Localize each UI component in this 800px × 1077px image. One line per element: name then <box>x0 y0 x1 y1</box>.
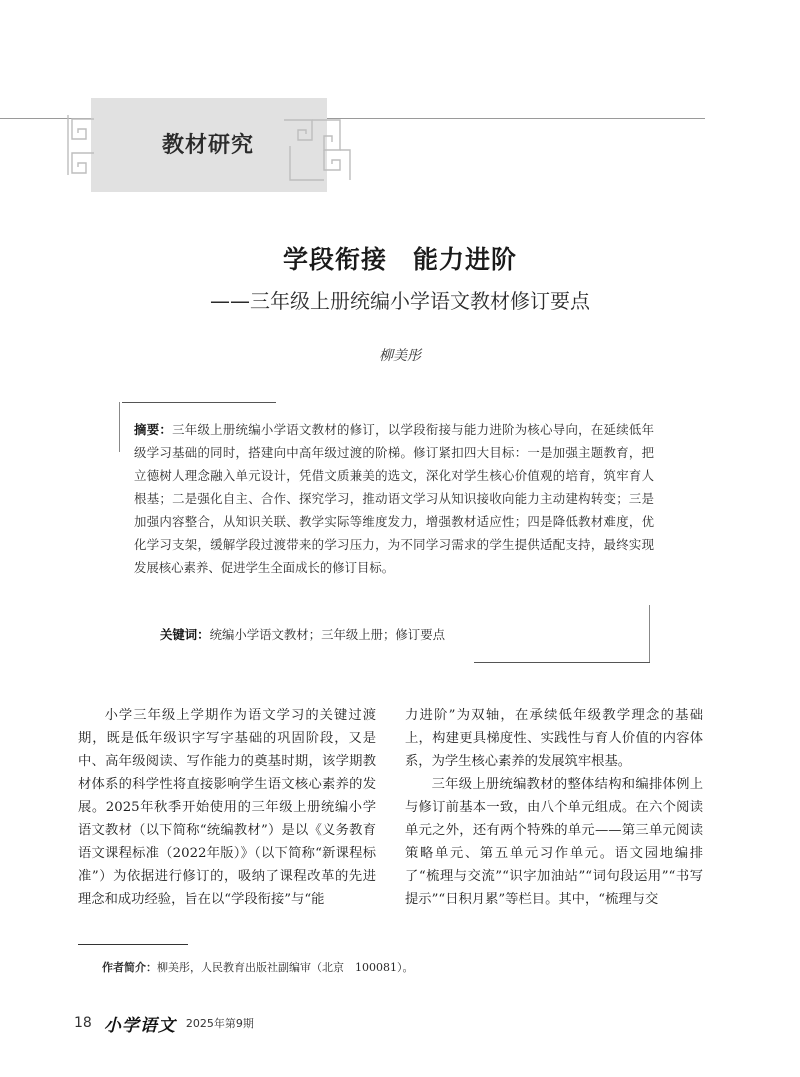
page-number: 18 <box>74 1015 92 1031</box>
abstract-left-rule <box>119 402 120 452</box>
author-footnote <box>102 959 414 975</box>
abstract-text: 三年级上册统编小学语文教材的修订，以学段衔接与能力进阶为核心导向，在延续低年级学习基础的同时，搭建向中高年级过渡的阶梯。修订紧扣四大目标：一是加强主题教育，把立德树人理念融入单元设计，凭借文质兼美的选文，深化对学生核心价值观的培育，筑牢育人根基；二是强化自主、合作、探究学习，推动语文学习从知识接收向能力主动建构转变；三是加强内容整合，从知识关联、教学实际等维度发力，增强教材适应性；四是降低教材难度，优化学习支架，缓解学段过渡带来的学习压力，为不同学习需求的学生提供适配支持，最终实现发展核心素养、促进学生全面成长的修订目标。 <box>134 422 655 575</box>
journal-logo: 小学语文 <box>103 1015 176 1036</box>
keywords-text: 统编小学语文教材；三年级上册；修订要点 <box>209 627 445 642</box>
abstract-right-rule <box>649 605 650 663</box>
article-title: 学段衔接 能力进阶 <box>282 245 517 274</box>
page-footer <box>74 1012 254 1034</box>
fret-ornament-right-icon <box>284 110 354 186</box>
issue-label: 2025年第9期 <box>185 1017 254 1030</box>
article-subtitle: ——三年级上册统编小学语文教材修订要点 <box>210 289 590 313</box>
body-paragraph: 三年级上册统编教材的整体结构和编排体例上与修订前基本一致，由八个单元组成。在六个阅读单元之外，还有两个特殊的单元——第三单元阅读策略单元、第五单元习作单元。语文园地编排了“梳理与交流”“识字加油站”“词句段运用”“书写提示”“日积月累”等栏目。其中，“梳理与交 <box>405 777 703 907</box>
author-name: 柳美彤 <box>379 348 421 364</box>
footnote-label: 作者简介： <box>102 961 157 974</box>
fret-ornament-left-icon <box>64 113 96 177</box>
abstract-bottom-rule <box>474 662 650 663</box>
keywords-label: 关键词： <box>160 627 210 642</box>
footnote-text: 柳美彤，人民教育出版社副编审（北京 100081）。 <box>157 961 414 974</box>
footnote-rule <box>78 944 188 945</box>
body-paragraph: 小学三年级上学期作为语文学习的关键过渡期，既是低年级识字写字基础的巩固阶段，又是中、高年级阅读、写作能力的奠基时期，该学期教材体系的科学性将直接影响学生语文核心素养的发展。2025年秋季开始使用的三年级上册统编小学语文教材（以下简称“统编教材”）是以《义务教育语文课程标准（2022年版）》（以下简称“新课程标准”）为依据进行修订的，吸纳了课程改革的先进理念和成功经验，旨在以“学段衔接”与“能 <box>78 708 376 907</box>
body-paragraph-continuation: 力进阶”为双轴，在承续低年级教学理念的基础上，构建更具梯度性、实践性与育人价值的内容体系，为学生核心素养的发展筑牢根基。 <box>405 708 703 769</box>
body-column-right <box>405 704 703 911</box>
section-title: 教材研究 <box>162 133 255 158</box>
abstract-block <box>134 418 654 579</box>
body-column-left <box>78 704 376 911</box>
keywords-block <box>160 624 650 646</box>
abstract-label: 摘要： <box>134 422 173 437</box>
abstract-top-rule <box>122 402 276 403</box>
